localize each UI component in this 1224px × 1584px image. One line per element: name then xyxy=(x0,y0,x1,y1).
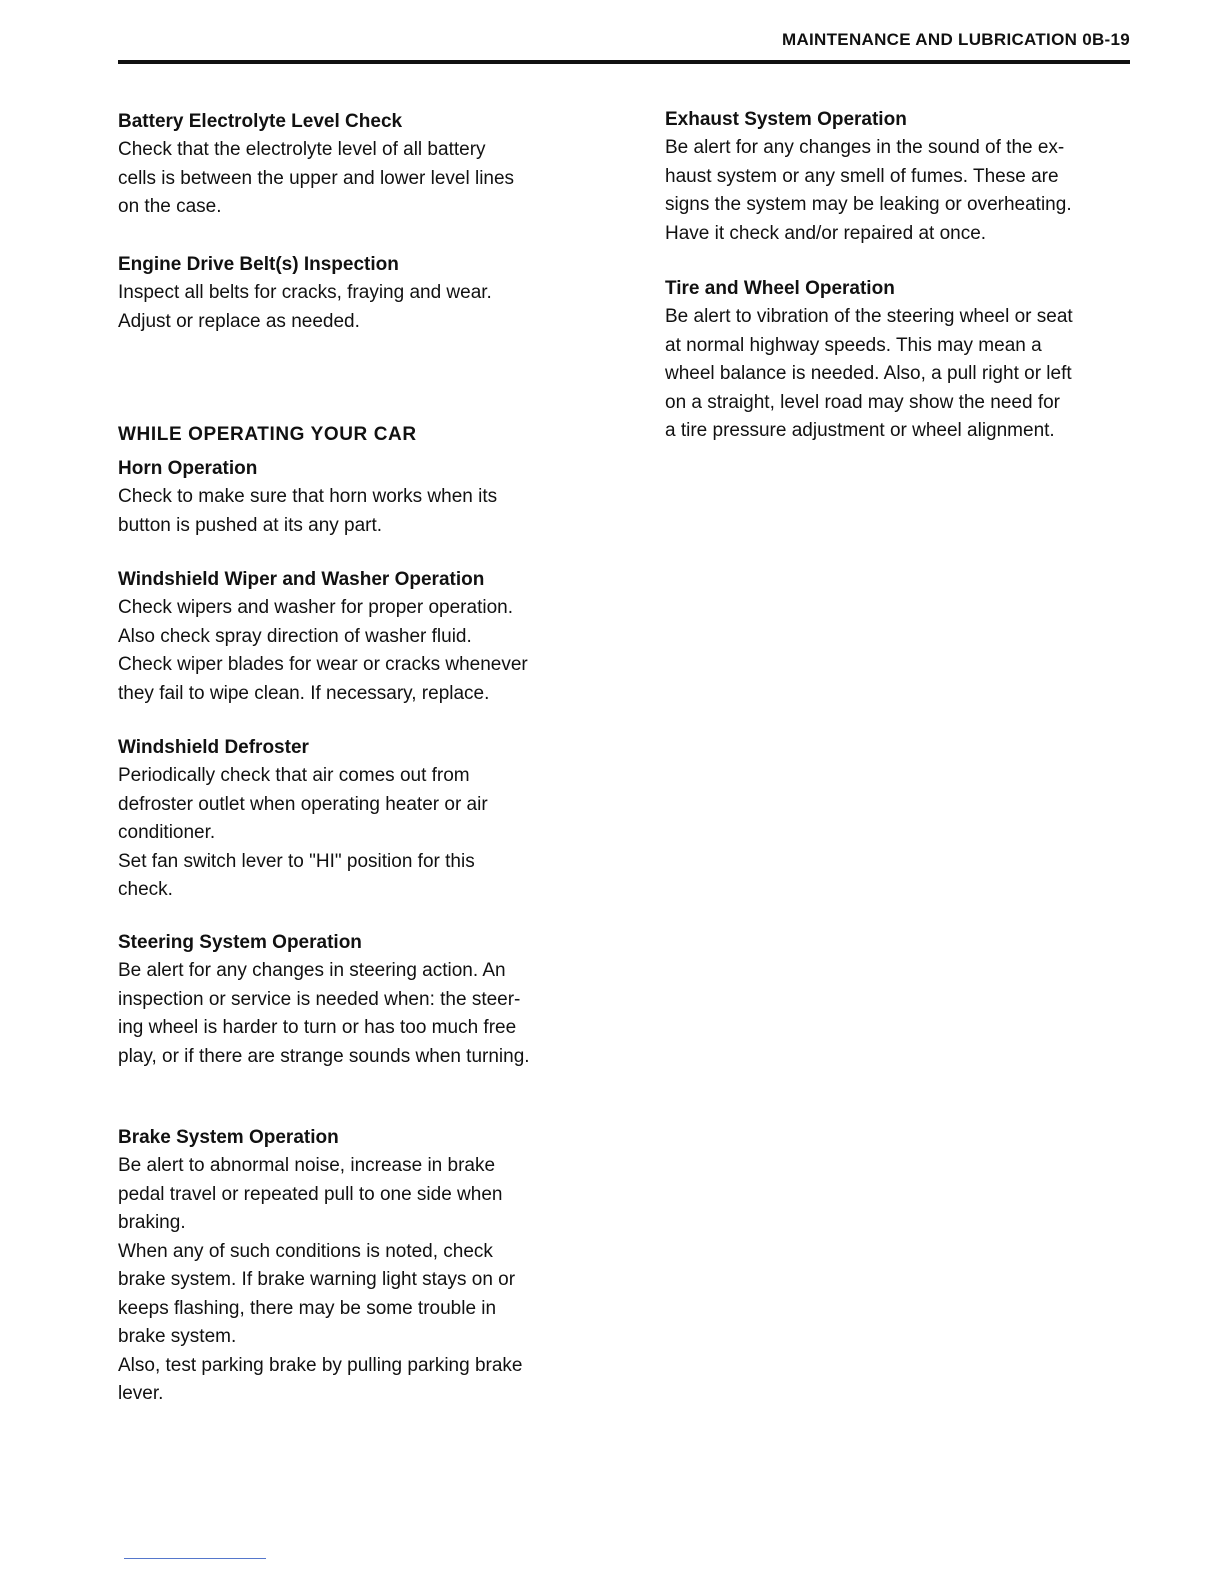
section-wiper xyxy=(118,566,598,708)
text-line: Adjust or replace as needed. xyxy=(118,310,360,332)
text-line: Be alert to abnormal noise, increase in brake xyxy=(118,1155,496,1176)
text-line: keeps flashing, there may be some trouble in xyxy=(118,1297,497,1319)
text-line: brake system. xyxy=(118,1326,237,1347)
text-line: When any of such conditions is noted, check xyxy=(118,1240,493,1262)
section-title: Battery Electrolyte Level Check xyxy=(118,111,403,132)
section-belts xyxy=(118,251,598,336)
text-line: brake system. If brake warning light stays on or xyxy=(118,1269,516,1290)
text-line: Be alert to vibration of the steering wheel or seat xyxy=(665,306,1073,327)
section-defroster xyxy=(118,734,598,905)
section-title: Exhaust System Operation xyxy=(665,109,907,130)
section-title: Windshield Defroster xyxy=(118,737,309,758)
section-exhaust xyxy=(665,106,1133,248)
text-line: braking. xyxy=(118,1212,186,1233)
section-tire xyxy=(665,275,1133,446)
section-title: Horn Operation xyxy=(118,458,258,479)
text-line: Have it check and/or repaired at once. xyxy=(665,222,987,244)
text-line: Also, test parking brake by pulling parking brake xyxy=(118,1354,523,1376)
text-line: Be alert for any changes in the sound of the ex- xyxy=(665,137,1065,158)
section-horn xyxy=(118,455,598,540)
text-line: cells is between the upper and lower level lines xyxy=(118,167,515,189)
text-line: they fail to wipe clean. If necessary, replace. xyxy=(118,682,490,704)
text-line: on the case. xyxy=(118,196,222,217)
text-line: a tire pressure adjustment or wheel alignment. xyxy=(665,420,1055,441)
section-heading: WHILE OPERATING YOUR CAR xyxy=(118,424,417,445)
text-line: Periodically check that air comes out from xyxy=(118,765,470,786)
page-header: MAINTENANCE AND LUBRICATION 0B-19 xyxy=(781,30,1130,49)
text-line: Set fan switch lever to "HI" position for this xyxy=(118,850,475,872)
text-line: Also check spray direction of washer fluid. xyxy=(118,625,472,647)
text-line: play, or if there are strange sounds when turning. xyxy=(118,1045,530,1067)
section-title: Steering System Operation xyxy=(118,932,362,953)
text-line: conditioner. xyxy=(118,822,216,843)
text-line: Be alert for any changes in steering action. An xyxy=(118,960,506,981)
text-line: Inspect all belts for cracks, fraying and wear. xyxy=(118,282,492,303)
text-line: defroster outlet when operating heater or air xyxy=(118,793,488,815)
text-line: Check that the electrolyte level of all battery xyxy=(118,139,486,160)
text-line: ing wheel is harder to turn or has too much free xyxy=(118,1017,517,1038)
text-line: inspection or service is needed when: the steer- xyxy=(118,988,521,1010)
section-title: Brake System Operation xyxy=(118,1127,339,1148)
text-line: signs the system may be leaking or overheating. xyxy=(665,194,1072,215)
header-rule xyxy=(118,60,1130,64)
text-line: Check wiper blades for wear or cracks whenever xyxy=(118,654,528,675)
text-line: on a straight, level road may show the need for xyxy=(665,391,1061,413)
section-steering xyxy=(118,929,598,1071)
text-line: button is pushed at its any part. xyxy=(118,514,383,536)
text-line: lever. xyxy=(118,1383,164,1404)
text-line: pedal travel or repeated pull to one side when xyxy=(118,1183,503,1205)
text-line: wheel balance is needed. Also, a pull right or left xyxy=(665,363,1072,384)
section-brake xyxy=(118,1124,598,1409)
text-line: haust system or any smell of fumes. These are xyxy=(665,165,1059,187)
section-battery xyxy=(118,108,598,222)
section-title: Tire and Wheel Operation xyxy=(665,278,895,299)
section-title: Engine Drive Belt(s) Inspection xyxy=(118,254,399,275)
footer-rule xyxy=(124,1558,266,1559)
text-line: check. xyxy=(118,879,173,900)
text-line: Check wipers and washer for proper operation. xyxy=(118,597,513,618)
text-line: Check to make sure that horn works when its xyxy=(118,486,498,507)
section-title: Windshield Wiper and Washer Operation xyxy=(118,569,485,590)
text-line: at normal highway speeds. This may mean a xyxy=(665,334,1042,356)
section-operating-heading xyxy=(118,421,598,449)
